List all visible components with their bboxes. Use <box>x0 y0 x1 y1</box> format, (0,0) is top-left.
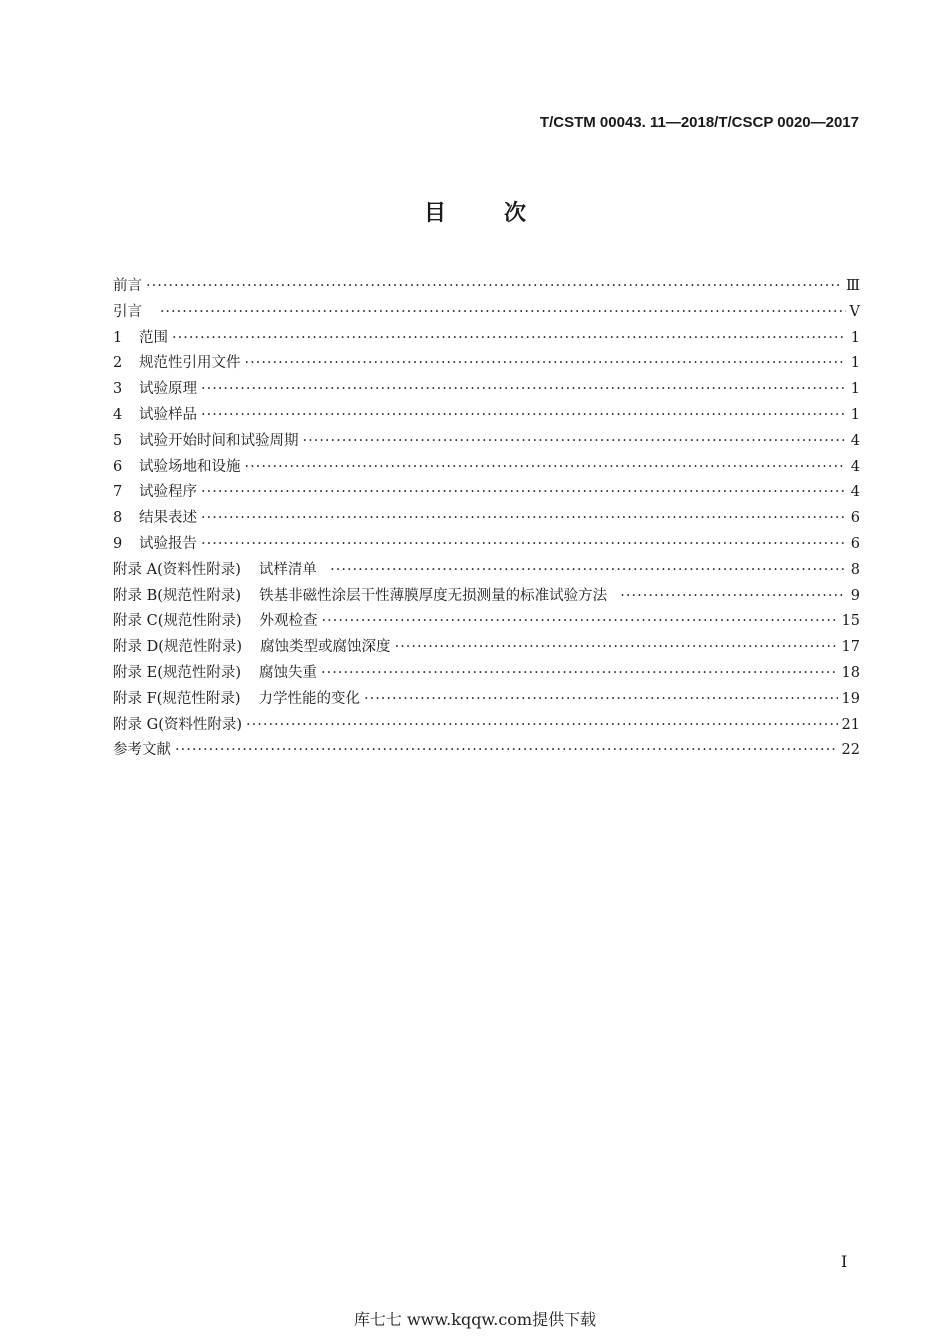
toc-entry-page: 4 <box>850 458 860 475</box>
toc-leader-dots <box>146 275 842 297</box>
toc-entry-number: 5 <box>113 432 123 449</box>
toc-entry-label: 附录 B(规范性附录) 铁基非磁性涂层干性薄膜厚度无损测量的标准试验方法 <box>113 587 608 604</box>
toc-entry-foreword[interactable] <box>113 275 860 301</box>
annex-prefix: 附录 C(规范性附录) <box>113 613 242 630</box>
toc-entry-number: 6 <box>113 458 123 475</box>
toc-entry-label: 5 试验开始时间和试验周期 <box>113 430 299 452</box>
toc-entry-page: 1 <box>850 381 860 398</box>
toc-entry-7[interactable] <box>113 481 860 507</box>
toc-leader-dots <box>201 404 846 426</box>
toc-leader-dots <box>395 636 838 658</box>
toc-entry-page: 18 <box>841 664 860 681</box>
toc-entry-1[interactable] <box>113 327 860 353</box>
toc-entry-label: 6 试验场地和设施 <box>113 456 241 478</box>
toc-entry-annex-f[interactable] <box>113 688 860 714</box>
annex-prefix: 附录 E(规范性附录) <box>113 664 242 681</box>
toc-entry-page: 15 <box>841 613 860 630</box>
annex-prefix: 附录 G(资料性附录) <box>113 716 243 733</box>
toc-entry-9[interactable] <box>113 533 860 559</box>
toc-entry-annex-c[interactable] <box>113 610 860 636</box>
toc-entry-introduction[interactable] <box>113 301 860 327</box>
toc-entry-page: 19 <box>841 690 860 707</box>
toc-entry-label <box>113 714 242 736</box>
toc-entry-page: 9 <box>850 587 860 604</box>
toc-entry-references[interactable] <box>113 739 860 765</box>
toc-entry-page: 17 <box>841 639 860 656</box>
toc-entry-label: 9 试验报告 <box>113 533 197 555</box>
toc-entry-label: 8 结果表述 <box>113 507 197 529</box>
toc-leader-dots <box>160 301 846 323</box>
toc-entry-page: 21 <box>841 716 860 733</box>
toc-entry-label: 1 范围 <box>113 327 168 349</box>
toc-entry-number: 8 <box>113 510 123 527</box>
toc-entry-label: 附录 E(规范性附录) 腐蚀失重 <box>113 664 318 681</box>
toc-entry-number: 9 <box>113 535 123 552</box>
toc-entry-page: 1 <box>850 355 860 372</box>
toc-entry-5[interactable] <box>113 430 860 456</box>
toc-entry-label: 7 试验程序 <box>113 481 197 503</box>
annex-prefix: 附录 A(资料性附录) <box>113 561 241 578</box>
toc-entry-page: 4 <box>850 432 860 449</box>
toc-leader-dots <box>245 456 847 478</box>
toc-leader-dots <box>330 559 846 581</box>
toc-leader-dots <box>201 481 846 503</box>
toc-entry-number: 7 <box>113 484 123 501</box>
toc-entry-label: 参考文献 <box>113 742 171 759</box>
toc-entry-4[interactable] <box>113 404 860 430</box>
toc-entry-label: 附录 C(规范性附录) 外观检查 <box>113 613 318 630</box>
page-title <box>0 196 950 227</box>
toc-entry-page: 6 <box>850 510 860 527</box>
toc-leader-dots <box>172 327 846 349</box>
toc-entry-page: 1 <box>850 329 860 346</box>
toc-entry-page: 22 <box>841 742 860 759</box>
toc-entry-2[interactable] <box>113 352 860 378</box>
toc-leader-dots <box>246 714 838 736</box>
toc-leader-dots <box>201 533 846 555</box>
toc-entry-page: Ⅴ <box>849 303 860 320</box>
toc-entry-page: 4 <box>850 484 860 501</box>
toc-leader-dots <box>322 610 838 632</box>
toc-entry-annex-g[interactable] <box>113 714 860 740</box>
toc-entry-label: 3 试验原理 <box>113 378 197 400</box>
toc-entry-page: 6 <box>850 535 860 552</box>
toc-entry-3[interactable] <box>113 378 860 404</box>
toc-entry-label: 4 试验样品 <box>113 404 197 426</box>
title-part-1: 目 <box>423 201 446 226</box>
toc-entry-page: Ⅲ <box>846 278 860 294</box>
toc-leader-dots <box>175 739 838 761</box>
toc-leader-dots <box>245 352 847 374</box>
toc-entry-8[interactable] <box>113 507 860 533</box>
toc-leader-dots <box>201 378 846 400</box>
toc-leader-dots <box>321 662 838 684</box>
toc-entry-number: 4 <box>113 406 123 423</box>
annex-prefix: 附录 F(规范性附录) <box>113 690 241 707</box>
toc-entry-label: 附录 A(资料性附录) 试样清单 <box>113 561 317 578</box>
toc-entry-number: 2 <box>113 355 123 372</box>
toc-entry-label: 前言 <box>113 278 142 294</box>
annex-prefix: 附录 D(规范性附录) <box>113 639 243 656</box>
toc-entry-label: 引言 <box>113 303 142 320</box>
title-part-2: 次 <box>504 201 527 226</box>
annex-prefix: 附录 B(规范性附录) <box>113 587 242 604</box>
toc-entry-6[interactable] <box>113 456 860 482</box>
toc-entry-number: 1 <box>113 329 123 346</box>
table-of-contents <box>113 275 860 765</box>
toc-entry-page: 1 <box>850 406 860 423</box>
download-source-note: 库七七 www.kqqw.com提供下载 <box>353 1310 597 1329</box>
document-code: T/CSTM 00043. 11—2018/T/CSCP 0020—2017 <box>539 114 859 131</box>
toc-entry-annex-b[interactable] <box>113 585 860 611</box>
toc-entry-number: 3 <box>113 381 123 398</box>
toc-leader-dots <box>620 585 846 607</box>
toc-leader-dots <box>364 688 838 710</box>
toc-entry-annex-a[interactable] <box>113 559 860 585</box>
toc-leader-dots <box>201 507 846 529</box>
toc-entry-label: 2 规范性引用文件 <box>113 352 241 374</box>
toc-entry-page: 8 <box>850 561 860 578</box>
toc-leader-dots <box>303 430 847 452</box>
toc-entry-label: 附录 F(规范性附录) 力学性能的变化 <box>113 690 360 707</box>
page-number: I <box>841 1252 848 1271</box>
toc-entry-label: 附录 D(规范性附录) 腐蚀类型或腐蚀深度 <box>113 639 391 656</box>
toc-entry-annex-d[interactable] <box>113 636 860 662</box>
toc-entry-annex-e[interactable] <box>113 662 860 688</box>
